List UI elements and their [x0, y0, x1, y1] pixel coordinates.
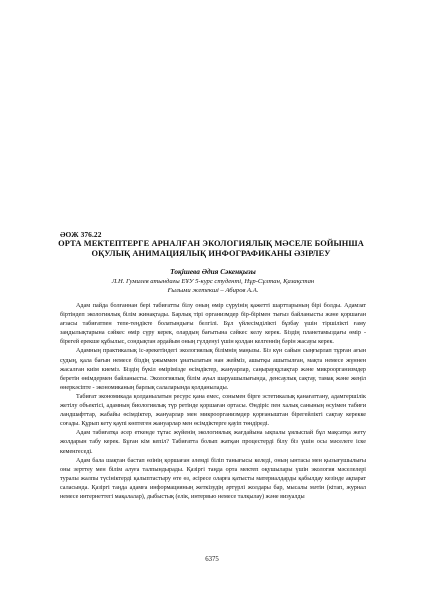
scientific-supervisor: Ғылыми жетекші – Абиров А.А. — [167, 287, 259, 294]
author-affiliation: Л.Н. Гумилев атындағы ЕҰУ 5-курс студенті, Нұр-Сұлтан, Қазақстан — [111, 278, 315, 285]
author-name: Тоқішева Әдия Сәкенқызы — [170, 267, 256, 276]
body-paragraph-4: Адам табиғатқа әсер еткенде тұтас жүйенің экологиялық жағдайына ықпалы ұялыспай бұл мақсатқа жету жолдарын табу керек. Бұған кім кепіл? Табиғатта болып жатқан процестерді білу біз үшін осы мәселеге іске кеменгеседі. — [60, 430, 366, 455]
body-paragraph-3: Табиғат экономикада қолданылатын ресурс қана емес, сонымен бірге эстетикалық қанағаттану, адамгершілік жетілу объектісі, адамның биологиялық түр ретінде қоршаған ортасы. Өндіріс пен халық санының өсуімен табиғи ландшафттар, жабайы өсімдіктер, жануарлар мен микроорганизмдер қорғаныштан бірегейлікті сақтау керекке соғады. Құрып кету қаупі көптеген жануарлар мен өсімдіктерге қауіп төндіреді. — [60, 393, 366, 428]
body-paragraph-1: Адам пайда болғаннан бері табиғатты білу оның өмір сүруінің қажетті шарттарының бірі болды. Адамзат біртіндеп экологиялық білім жинақтады. Барлық тірі организмдер бір-бірімен тығыз байланысты және қоршаған ағзасы табиғатпен тепе-теңдікте болатындығы белгілі. Бұл үйлесімділікті бұзбау үшін тіршілікті ғаму заңдылықтарына сәйкес өмір сүру керек, олардың бағытына сәйкес келу керек. Біздің планетамыздағы өмір - бірегей ерекше құбылыс, сондықтан әрдайым оның гүлденуі үшін қолдан келгеннің бәрін жасауы керек. — [60, 303, 366, 346]
article-title-line-2: ОҚУЛЫҚ АНИМАЦИЯЛЫҚ ИНФОГРАФИКАНЫ ӘЗІРЛЕУ — [91, 249, 331, 258]
body-paragraph-2: Адамның практикалық іс-әрекетіндегі экологиялық білімнің маңызы. Біз күн сайын сыңғырлап тұрған ағын судың, қала бағын немесе біздің ұжыммен ұнатылатын нан жейміз, ашытқы ашытылған, мақта немесе жүннен жасалған киім киеміз. Біздің бүкіл өмірімізде өсімдіктер, жануарлар, саңырауқұлақтар және микроорганизмдер беретін өнімдермен байланысты. Экологиялық білім ауыл шаруашылығында, денсаулық сақтау, тамақ және жеңіл өнеркәсіпте - экономиканың барлық салаларында қолданылады. — [60, 348, 366, 391]
page-number: 6375 — [205, 556, 219, 563]
article-title — [58, 239, 364, 259]
article-body — [60, 302, 366, 502]
udk-code: ӘОЖ 376.22 — [60, 230, 102, 239]
article-title-line-1: ОРТА МЕКТЕПТЕРГЕ АРНАЛҒАН ЭКОЛОГИЯЛЫҚ МӘСЕЛЕ БОЙЫНША — [58, 239, 364, 248]
body-paragraph-5: Адам бала шақтан бастап өзінің қоршаған әлемді біліп танығысы келеді, оның ынтасы мен қызығушылығы оны зерттеу мен білім алуға талпындырады. Қазіргі таңда орта мектеп оқушылары үшін экология мәселелері туралы жалпы түсініктерді қалыптастыру өте өз, әсіресе оларға қатысты материалдарды қабылдау кезінде ақпарат саласында. Қазіргі таңда адамға информацияның жеткізудің әртүрлі жолдары бар, мысалы мәтін (кітап, журнал немесе интернеттегі мақалалар), дыбыстық (елік, интервью немесе талқылау) және визуалды — [60, 457, 366, 500]
